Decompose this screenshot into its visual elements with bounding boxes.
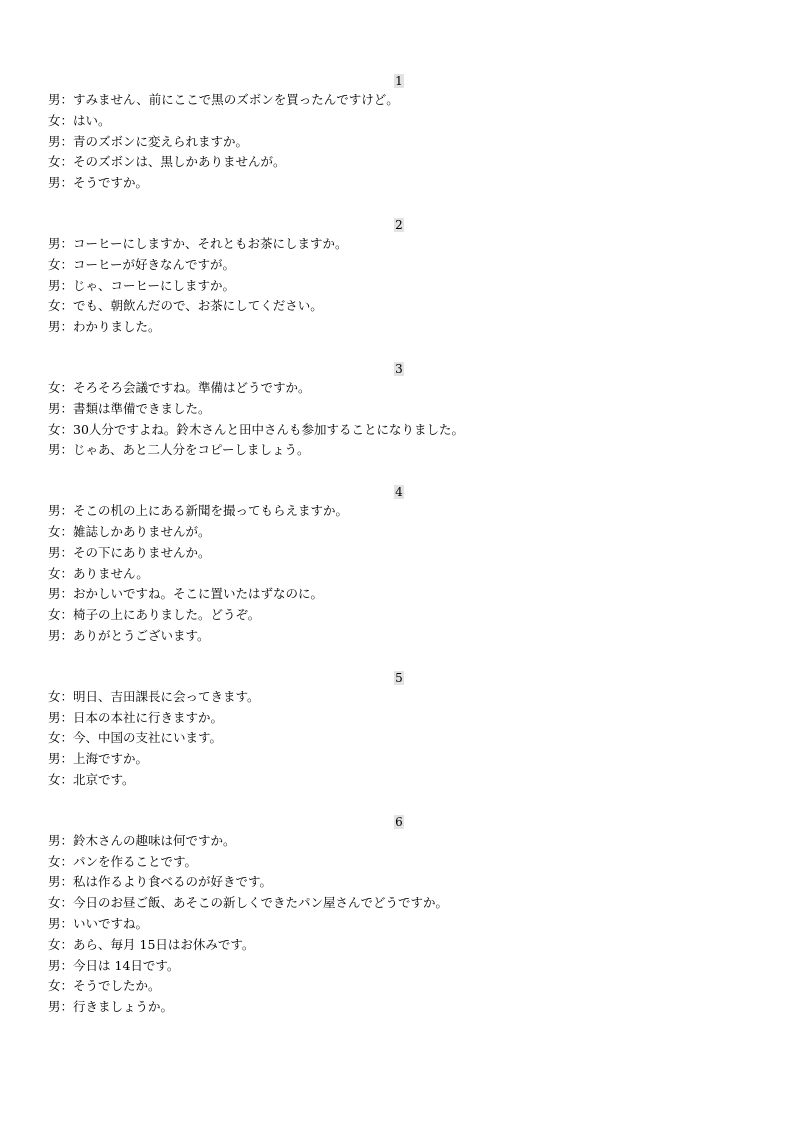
speaker-label: 女 [48,607,61,623]
dialogue-line: 女：そうでしたか。 [48,978,161,994]
dialogue-number: 1 [395,74,403,88]
line-text: 上海ですか。 [73,751,149,767]
dialogue-line: 男：鈴木さんの趣味は何ですか。 [48,832,236,848]
speaker-label: 男 [48,709,61,725]
dialogue-line: 女：今日のお昼ご飯、あそこの新しくできたパン屋さんでどうですか。 [48,895,449,911]
dialogue-line: 男：私は作るより食べるのが好きです。 [48,874,273,890]
dialogue-line: 女：そのズボンは、黒しかありませんが。 [48,154,286,170]
line-text: あら、毎月 15日はお休みです。 [73,936,255,952]
speaker-label: 女 [48,379,61,395]
speaker-label: 男 [48,586,61,602]
line-text: ありがとうございます。 [73,627,210,643]
dialogue-number: 5 [395,670,403,685]
dialogue-line: 男：すみません、前にここで黒のズボンを買ったんですけど。 [48,92,399,107]
dialogue-number: 4 [395,485,403,500]
speaker-label: 男 [48,957,61,973]
line-text: 椅子の上にありました。どうぞ。 [73,607,261,623]
dialogue-line: 女：はい。 [48,112,111,128]
dialogue-section [48,811,748,1018]
speaker-label: 男 [48,874,61,890]
line-text: 行きましょうか。 [73,999,174,1015]
dialogue-line: 男：日本の本社に行きますか。 [48,709,224,725]
dialogue-number: 6 [395,814,403,829]
dialogue-section [48,70,748,194]
speaker-label: 男 [48,235,61,251]
line-text: コーヒーにしますか、それともお茶にしますか。 [73,235,348,251]
line-text: じゃあ、あと二人分をコピーしましょう。 [73,442,310,458]
dialogue-line: 男：いいですね。 [48,915,149,931]
dialogue-line: 女：パンを作ることです。 [48,853,198,869]
line-text: パンを作ることです。 [73,853,198,869]
speaker-label: 女 [48,256,61,272]
speaker-label: 男 [48,999,61,1015]
line-text: 今、中国の支社にいます。 [73,730,223,746]
speaker-label: 女 [48,421,61,437]
dialogue-line: 女：椅子の上にありました。どうぞ。 [48,607,261,623]
dialogue-number: 3 [395,361,403,376]
line-text: そろそろ会議ですね。準備はどうですか。 [73,379,311,395]
dialogue-section [48,667,748,791]
speaker-label: 男 [48,319,61,335]
document-page [48,70,748,1038]
dialogue-line: 女：ありません。 [48,565,149,581]
dialogue-line: 女：コーヒーが好きなんですが。 [48,256,236,272]
line-text: そうですか。 [73,175,149,191]
dialogue-line: 女：でも、朝飲んだので、お茶にしてください。 [48,298,323,314]
dialogue-line: 女：明日、吉田課長に会ってきます。 [48,688,260,704]
dialogue-line: 女：あら、毎月 15日はお休みです。 [48,936,255,952]
dialogue-number: 2 [395,217,403,232]
line-text: 日本の本社に行きますか。 [73,709,224,725]
dialogue-line: 男：わかりました。 [48,319,161,335]
line-text: ありません。 [73,565,149,581]
dialogue-line: 男：行きましょうか。 [48,999,174,1015]
line-text: 鈴木さんの趣味は何ですか。 [73,832,236,848]
dialogue-line: 男：そうですか。 [48,175,149,191]
dialogue-line: 女：そろそろ会議ですね。準備はどうですか。 [48,379,311,395]
line-text: おかしいですね。そこに置いたはずなのに。 [73,586,324,602]
speaker-label: 男 [48,400,61,416]
speaker-label: 男 [48,544,61,560]
line-text: その下にありませんか。 [73,544,211,560]
speaker-label: 女 [48,853,61,869]
speaker-label: 女 [48,154,61,170]
line-text: わかりました。 [73,319,161,335]
speaker-label: 男 [48,442,61,458]
dialogue-section [48,481,748,647]
speaker-label: 女 [48,298,61,314]
dialogue-line: 男：青のズボンに変えられますか。 [48,133,249,149]
speaker-label: 女 [48,771,61,787]
dialogue-line: 男：ありがとうございます。 [48,627,210,643]
speaker-label: 女 [48,978,61,994]
line-text: 30人分ですよね。鈴木さんと田中さんも参加することになりました。 [73,421,464,437]
speaker-label: 男 [48,832,61,848]
dialogue-section [48,214,748,338]
speaker-label: 女 [48,565,61,581]
dialogue-section [48,358,748,461]
speaker-label: 男 [48,503,61,519]
speaker-label: 女 [48,895,61,911]
line-text: 雑誌しかありませんが。 [73,523,211,539]
line-text: じゃ、コーヒーにしますか。 [73,277,236,293]
speaker-label: 男 [48,627,61,643]
dialogue-line: 男：書類は準備できました。 [48,400,211,416]
line-text: いいですね。 [73,915,149,931]
speaker-label: 女 [48,523,61,539]
line-text: でも、朝飲んだので、お茶にしてください。 [73,298,323,314]
line-text: そうでしたか。 [73,978,161,994]
dialogue-line: 女：北京です。 [48,771,135,787]
speaker-label: 男 [48,92,61,107]
line-text: 今日のお昼ご飯、あそこの新しくできたパン屋さんでどうですか。 [73,895,449,911]
speaker-label: 女 [48,688,61,704]
dialogue-line: 男：おかしいですね。そこに置いたはずなのに。 [48,586,324,602]
dialogue-line: 男：そこの机の上にある新聞を撮ってもらえますか。 [48,503,349,519]
line-text: 北京です。 [73,771,135,787]
speaker-label: 男 [48,175,61,191]
speaker-label: 女 [48,112,61,128]
speaker-label: 女 [48,730,61,746]
dialogue-line: 女：今、中国の支社にいます。 [48,730,223,746]
dialogue-line: 男：今日は 14日です。 [48,957,180,973]
dialogue-line: 女：30人分ですよね。鈴木さんと田中さんも参加することになりました。 [48,421,464,437]
line-text: 書類は準備できました。 [73,400,211,416]
dialogue-line: 男：じゃあ、あと二人分をコピーしましょう。 [48,442,310,458]
speaker-label: 男 [48,133,61,149]
dialogue-line: 男：その下にありませんか。 [48,544,211,560]
dialogue-line: 男：上海ですか。 [48,751,149,767]
dialogue-line: 男：コーヒーにしますか、それともお茶にしますか。 [48,235,348,251]
speaker-label: 女 [48,936,61,952]
line-text: 青のズボンに変えられますか。 [73,133,249,149]
dialogue-line: 女：雑誌しかありませんが。 [48,523,211,539]
line-text: そこの机の上にある新聞を撮ってもらえますか。 [73,503,349,519]
line-text: はい。 [73,112,111,128]
line-text: 明日、吉田課長に会ってきます。 [73,688,260,704]
speaker-label: 男 [48,915,61,931]
line-text: 今日は 14日です。 [73,957,180,973]
line-text: 私は作るより食べるのが好きです。 [73,874,273,890]
speaker-label: 男 [48,277,61,293]
line-text: コーヒーが好きなんですが。 [73,256,236,272]
line-text: そのズボンは、黒しかありませんが。 [73,154,286,170]
line-text: すみません、前にここで黒のズボンを買ったんですけど。 [73,92,399,107]
speaker-label: 男 [48,751,61,767]
dialogue-line: 男：じゃ、コーヒーにしますか。 [48,277,236,293]
